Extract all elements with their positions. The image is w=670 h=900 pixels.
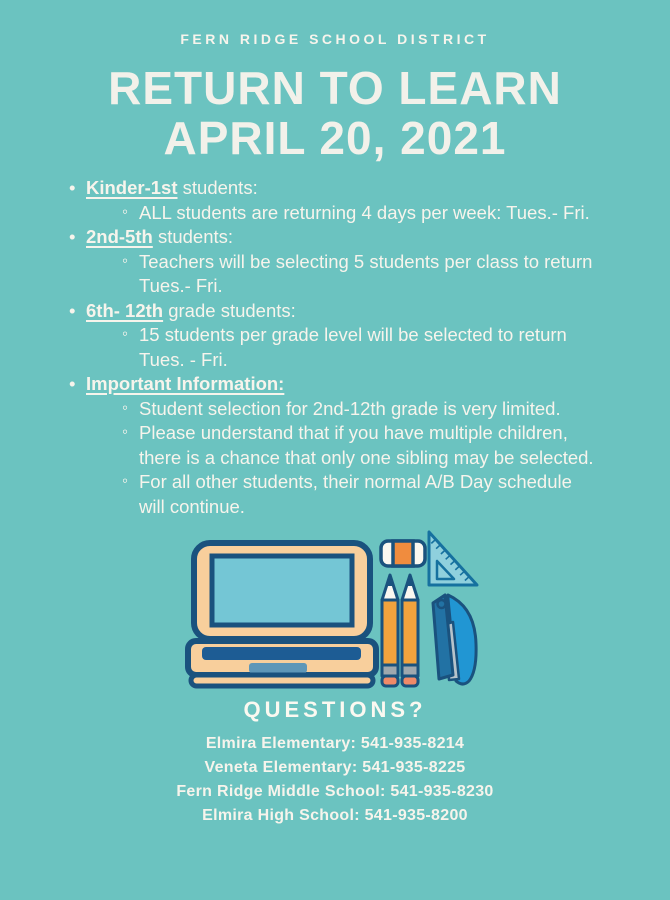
district-name: FERN RIDGE SCHOOL DISTRICT <box>180 31 490 47</box>
bullet-icon: • <box>69 177 76 198</box>
contact-line-veneta-elementary: Veneta Elementary: 541-935-8225 <box>204 759 466 776</box>
set-square-icon <box>429 532 477 585</box>
sub-bullet-icon: ◦ <box>122 201 129 221</box>
list-item-2nd-5th <box>69 225 644 299</box>
bullet-heading: Kinder-1st <box>86 177 178 198</box>
bullet-text: grade students: <box>163 299 296 321</box>
title-line-1: RETURN TO LEARN <box>108 62 562 114</box>
school-supplies-illustration <box>0 529 670 689</box>
sub-list <box>122 397 594 520</box>
sub-bullet-text: Please understand that if you have multiple children, there is a chance that only one sibling may be selected. <box>139 422 594 468</box>
list-item <box>122 397 594 422</box>
page-title <box>0 63 670 163</box>
sub-bullet-text: For all other students, their normal A/B Day schedule will continue. <box>139 471 572 517</box>
sub-bullet-text: Teachers will be selecting 5 students per class to return Tues.- Fri. <box>139 250 593 296</box>
list-item <box>122 250 594 299</box>
laptop-icon <box>188 543 376 686</box>
list-item <box>122 323 594 372</box>
sub-bullet-text: Student selection for 2nd-12th grade is very limited. <box>139 397 561 419</box>
sub-list <box>122 250 594 299</box>
list-item-kinder-1st <box>69 176 644 225</box>
questions-heading: QUESTIONS? <box>243 697 427 722</box>
sub-bullet-text: ALL students are returning 4 days per week: Tues.- Fri. <box>139 201 590 223</box>
stapler-icon <box>433 595 476 684</box>
sub-list <box>122 323 594 372</box>
bullet-heading: 6th- 12th <box>86 299 164 321</box>
contact-line-fern-ridge-middle-school: Fern Ridge Middle School: 541-935-8230 <box>176 783 494 800</box>
bullet-text: students: <box>177 177 258 198</box>
sub-bullet-icon: ◦ <box>122 250 129 270</box>
bullet-icon: • <box>69 226 76 247</box>
pencil-icon <box>402 575 418 686</box>
contact-list <box>0 732 670 828</box>
sub-bullet-icon: ◦ <box>122 324 129 343</box>
list-item <box>122 421 594 470</box>
pencil-icon <box>382 575 398 686</box>
bullet-heading: Important Information: <box>86 373 285 394</box>
bullet-text: students: <box>152 226 234 247</box>
sub-bullet-text: 15 students per grade level will be selected to return Tues. - Fri. <box>139 324 567 370</box>
list-item <box>122 470 594 519</box>
bullet-icon: • <box>69 299 76 321</box>
title-line-2: APRIL 20, 2021 <box>163 112 507 164</box>
contact-line-elmira-high-school: Elmira High School: 541-935-8200 <box>202 807 468 824</box>
bullet-icon: • <box>69 373 76 394</box>
eraser-icon <box>381 541 425 566</box>
sub-list <box>122 201 594 226</box>
list-item <box>122 201 594 226</box>
info-list <box>69 176 644 519</box>
sub-bullet-icon: ◦ <box>122 422 129 441</box>
contact-line-elmira-elementary: Elmira Elementary: 541-935-8214 <box>205 735 465 752</box>
sub-bullet-icon: ◦ <box>122 397 129 417</box>
list-item-important-information <box>69 372 644 519</box>
sub-bullet-icon: ◦ <box>122 471 129 490</box>
list-item-6th-12th <box>69 299 644 373</box>
bullet-heading: 2nd-5th <box>86 226 153 247</box>
